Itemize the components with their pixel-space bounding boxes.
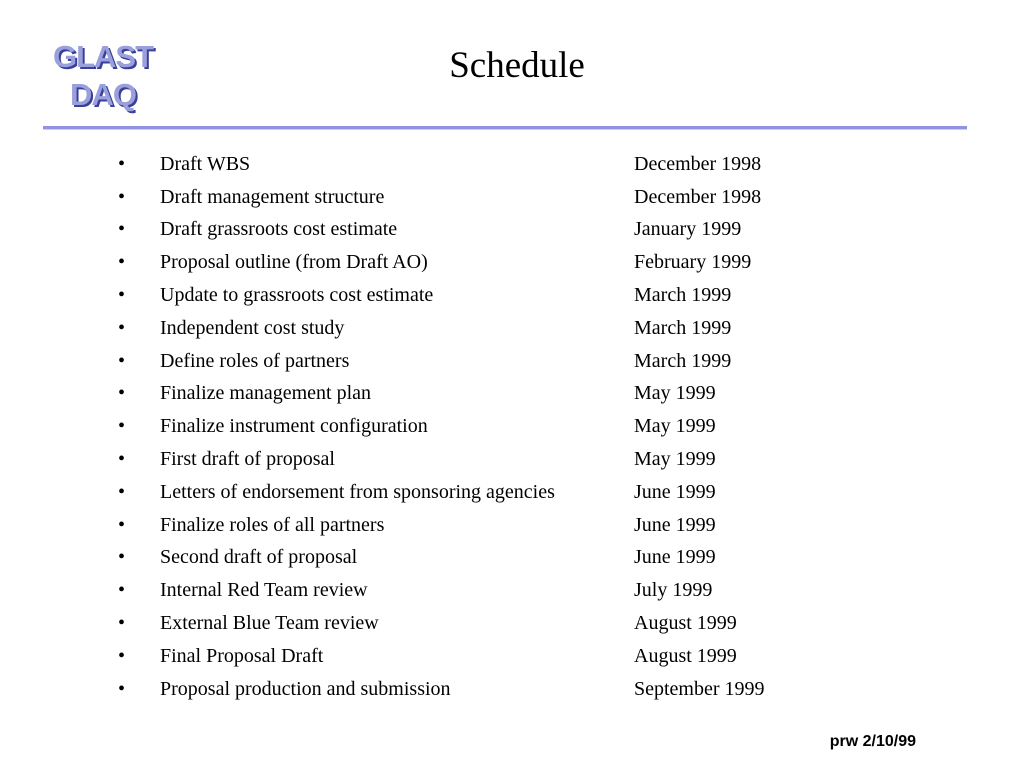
schedule-item	[118, 443, 765, 476]
task-name: Finalize management plan	[160, 382, 372, 405]
schedule-item	[118, 312, 765, 345]
task-date: December 1998	[634, 185, 762, 208]
task-date: March 1999	[634, 316, 732, 339]
bullet: •	[118, 316, 126, 339]
task-date: March 1999	[634, 349, 732, 372]
schedule-item	[118, 574, 765, 607]
schedule-item	[118, 246, 765, 279]
task-name: Final Proposal Draft	[160, 644, 324, 667]
schedule-item	[118, 378, 765, 411]
schedule-item	[118, 542, 765, 575]
bullet: •	[118, 218, 126, 241]
task-name: Second draft of proposal	[160, 546, 358, 569]
task-date: May 1999	[634, 382, 716, 405]
task-name: Finalize roles of all partners	[160, 513, 385, 536]
task-name: Finalize instrument configuration	[160, 415, 428, 438]
task-date: August 1999	[634, 644, 737, 667]
task-date: March 1999	[634, 284, 732, 307]
task-date: May 1999	[634, 415, 716, 438]
schedule-item	[118, 279, 765, 312]
bullet: •	[118, 677, 126, 700]
bullet: •	[118, 152, 126, 175]
task-date: September 1999	[634, 677, 765, 700]
schedule-item	[118, 181, 765, 214]
schedule-item	[118, 410, 765, 443]
task-name: Letters of endorsement from sponsoring agencies	[160, 480, 555, 503]
schedule-item	[118, 476, 765, 509]
task-name: Independent cost study	[160, 316, 345, 339]
schedule-item	[118, 607, 765, 640]
task-name: Define roles of partners	[160, 349, 350, 372]
logo-line-1: GLAST	[52, 39, 154, 74]
task-date: February 1999	[634, 251, 752, 274]
schedule-list	[118, 148, 765, 706]
task-date: May 1999	[634, 448, 716, 471]
task-date: August 1999	[634, 612, 737, 635]
bullet: •	[118, 185, 126, 208]
slide-title: Schedule	[449, 45, 585, 86]
task-name: Draft management structure	[160, 185, 385, 208]
schedule-item	[118, 509, 765, 542]
footer-author-date: prw 2/10/99	[829, 733, 916, 750]
task-date: July 1999	[634, 579, 713, 602]
task-name: Update to grassroots cost estimate	[160, 284, 434, 307]
schedule-item	[118, 640, 765, 673]
task-date: January 1999	[634, 218, 742, 241]
bullet: •	[118, 513, 126, 536]
bullet: •	[118, 612, 126, 635]
schedule-item	[118, 673, 765, 706]
bullet: •	[118, 644, 126, 667]
bullet: •	[118, 448, 126, 471]
bullet: •	[118, 546, 126, 569]
schedule-item	[118, 214, 765, 247]
schedule-item	[118, 345, 765, 378]
task-name: Internal Red Team review	[160, 579, 368, 602]
logo-line-2: DAQ	[70, 77, 136, 112]
schedule-item	[118, 148, 765, 181]
task-name: Proposal production and submission	[160, 677, 451, 700]
bullet: •	[118, 349, 126, 372]
task-date: June 1999	[634, 546, 716, 569]
bullet: •	[118, 284, 126, 307]
bullet: •	[118, 382, 126, 405]
bullet: •	[118, 579, 126, 602]
bullet: •	[118, 415, 126, 438]
bullet: •	[118, 480, 126, 503]
task-date: December 1998	[634, 152, 762, 175]
task-name: Draft grassroots cost estimate	[160, 218, 398, 241]
title-divider-shadow	[43, 129, 967, 130]
bullet: •	[118, 251, 126, 274]
task-name: Draft WBS	[160, 152, 251, 175]
task-name: External Blue Team review	[160, 612, 379, 635]
task-name: Proposal outline (from Draft AO)	[160, 251, 428, 274]
task-date: June 1999	[634, 513, 716, 536]
task-name: First draft of proposal	[160, 448, 335, 471]
task-date: June 1999	[634, 480, 716, 503]
